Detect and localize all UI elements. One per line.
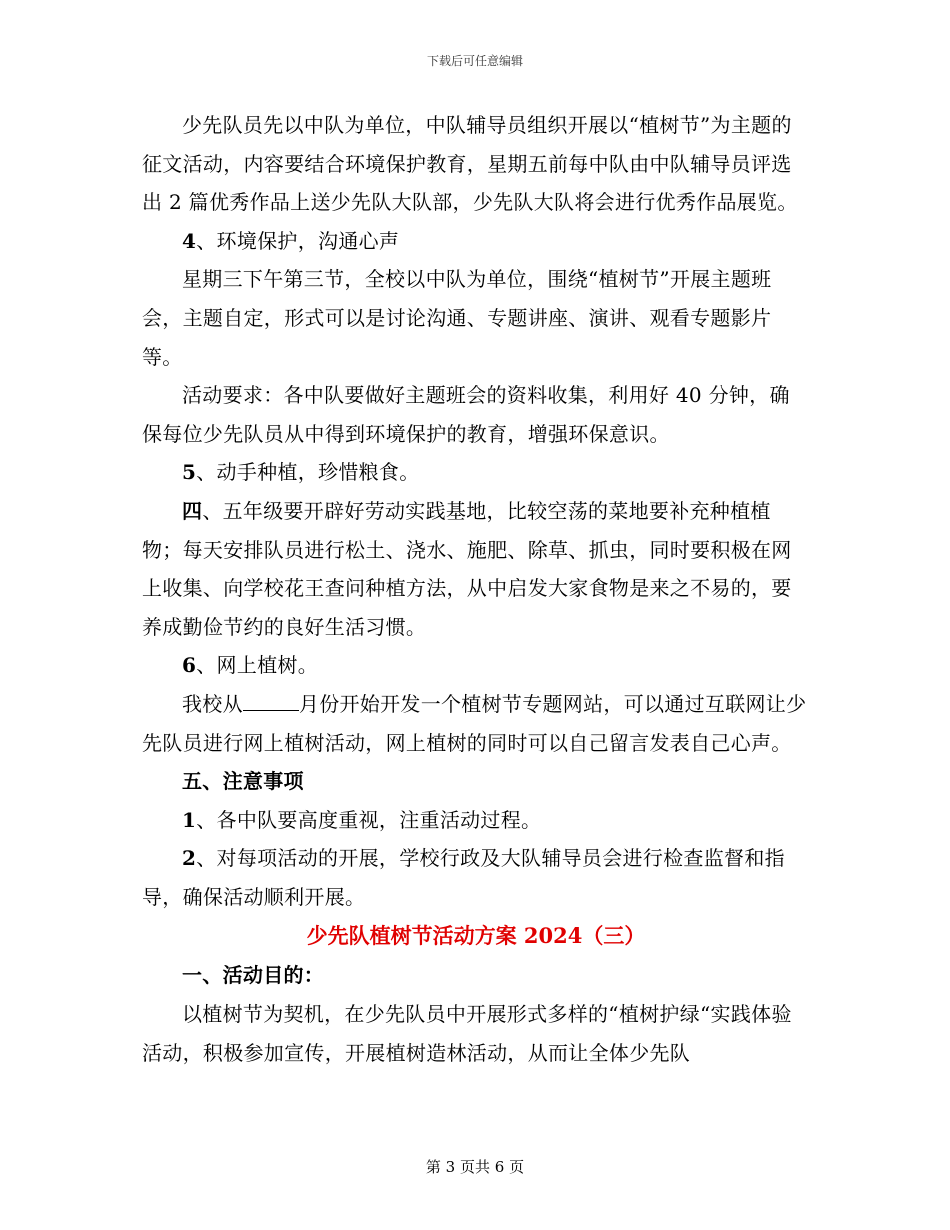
note-item-1 — [142, 801, 810, 840]
item-text: 、环境保护，沟通心声 — [196, 228, 400, 253]
paragraph-text: 、五年级要开辟好劳动实践基地，比较空荡的菜地要补充种植植物；每天安排队员进行松土、浇水、施肥、除草、抓虫，同时要积极在网上收集、向学校花王查问种植方法，从中启发大家食物是来之不易的，要养成勤俭节约的良好生活习惯。 — [142, 498, 792, 639]
list-item-5 — [142, 453, 810, 492]
item-text: 、网上植树。 — [196, 653, 319, 678]
text-before-blank: 我校从 — [182, 691, 243, 716]
blank-underline — [243, 692, 299, 711]
document-title: 少先队植树节活动方案 2024（三） — [306, 923, 646, 949]
item-text: 、动手种植，珍惜粮食。 — [196, 460, 420, 485]
section-heading-purpose: 一、活动目的： — [182, 963, 325, 988]
item-text: 、对每项活动的开展，学校行政及大队辅导员会进行检查监督和指导，确保活动顺利开展。 — [142, 846, 785, 909]
item-text: 、各中队要高度重视，注重活动过程。 — [196, 807, 542, 832]
paragraph-labor-base — [142, 492, 810, 646]
item-number: 5 — [182, 460, 197, 485]
text-after-blank: 月份开始开发一个植树节专题网站，可以通过互联网让少先队员进行网上植树活动，网上植树的同时可以自己留言发表自己心声。 — [142, 691, 807, 755]
section-heading-notes: 五、注意事项 — [182, 769, 304, 794]
item-number: 2 — [182, 846, 197, 871]
document-body — [142, 106, 810, 1072]
paragraph-lead: 四 — [182, 498, 203, 523]
paragraph-essay-activity: 少先队员先以中队为单位，中队辅导员组织开展以“植树节”为主题的征文活动，内容要结合环境保护教育，星期五前每中队由中队辅导员评选出 2 篇优秀作品上送少先队大队部，少先队大队将会进行优秀作品展览。 — [142, 113, 798, 215]
paragraph-requirements: 活动要求：各中队要做好主题班会的资料收集，利用好 40 分钟，确保每位少先队员从中得到环境保护的教育，增强环保意识。 — [142, 383, 790, 446]
item-number: 1 — [182, 807, 197, 832]
list-item-6 — [142, 646, 810, 685]
item-number: 6 — [182, 653, 197, 678]
paragraph-purpose: 以植树节为契机，在少先队员中开展形式多样的“植树护绿“实践体验活动，积极参加宣传，开展植树造林活动，从而让全体少先队 — [142, 1002, 792, 1065]
paragraph-class-meeting: 星期三下午第三节，全校以中队为单位，围绕“植树节”开展主题班会，主题自定，形式可以是讨论沟通、专题讲座、演讲、观看专题影片等。 — [142, 267, 772, 369]
page-footer: 第 3 页共 6 页 — [425, 1158, 525, 1176]
page-header: 下载后可任意编辑 — [426, 54, 523, 68]
item-number: 4 — [182, 228, 197, 253]
note-item-2 — [142, 839, 810, 916]
paragraph-online-planting — [142, 685, 810, 762]
list-item-4 — [142, 222, 810, 261]
